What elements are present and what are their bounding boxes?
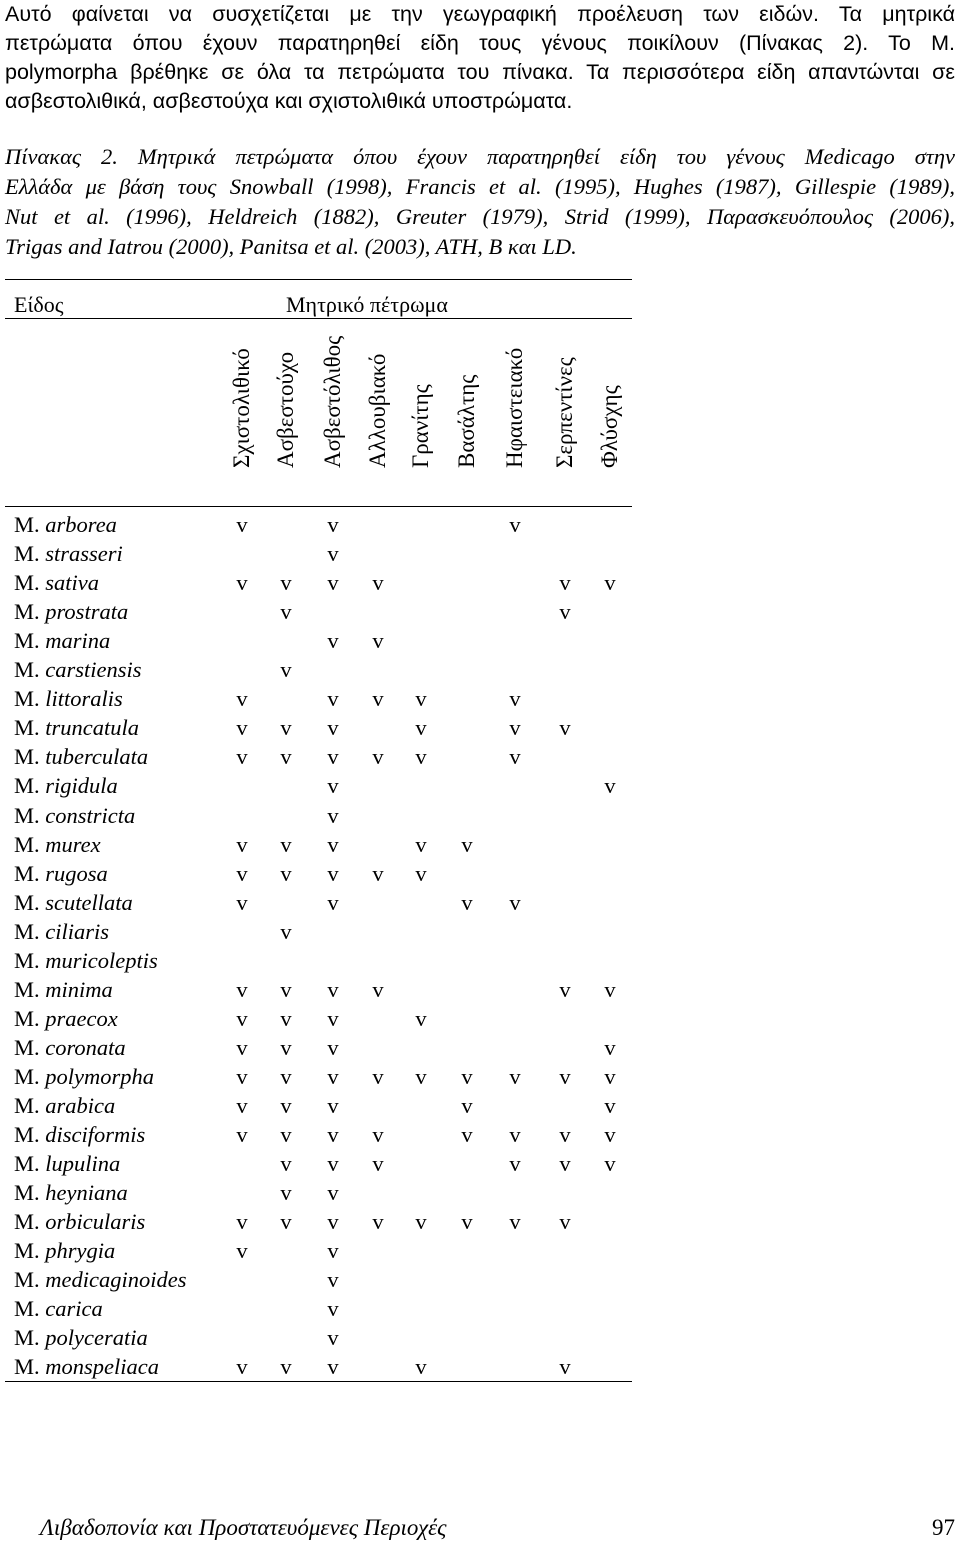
occurrence-mark: v (327, 1180, 339, 1206)
species-epithet: polyceratia (45, 1325, 148, 1351)
table-row (14, 715, 634, 744)
species-genus: M. (14, 1005, 40, 1031)
species-epithet: truncatula (45, 715, 140, 741)
species-column-header: Είδος (14, 292, 64, 317)
table-row (14, 599, 634, 628)
species-name (14, 1006, 118, 1032)
occurrence-mark: v (236, 1034, 248, 1060)
species-epithet: heyniana (45, 1180, 128, 1206)
rock-column-label: Ασβεστούχο (273, 351, 298, 468)
occurrence-mark: v (236, 1238, 248, 1264)
occurrence-mark: v (604, 976, 616, 1002)
occurrence-mark: v (327, 831, 339, 857)
species-genus: M. (14, 570, 40, 596)
occurrence-mark: v (372, 686, 384, 712)
occurrence-mark: v (236, 1122, 248, 1148)
species-name (14, 1064, 154, 1090)
species-epithet: carica (45, 1296, 103, 1322)
species-name (14, 890, 133, 916)
occurrence-mark: v (372, 744, 384, 770)
occurrence-mark: v (372, 1063, 384, 1089)
species-epithet: sativa (45, 570, 100, 596)
rock-column-label: Γρανίτης (408, 384, 433, 468)
species-epithet: arborea (45, 512, 117, 537)
occurrence-mark: v (327, 1354, 339, 1380)
species-epithet: rigidula (45, 773, 118, 799)
occurrence-mark: v (559, 976, 571, 1002)
occurrence-mark: v (461, 831, 473, 857)
species-genus: M. (14, 541, 40, 567)
species-genus: M. (14, 1238, 40, 1264)
occurrence-mark: v (327, 541, 339, 567)
occurrence-mark: v (509, 1122, 521, 1148)
occurrence-mark: v (236, 889, 248, 915)
species-epithet: monspeliaca (45, 1354, 159, 1380)
table-row (14, 1122, 634, 1151)
table-row (14, 919, 634, 948)
occurrence-mark: v (236, 1354, 248, 1380)
occurrence-mark: v (280, 918, 292, 944)
page-number: 97 (932, 1515, 955, 1540)
occurrence-mark: v (461, 1093, 473, 1118)
species-genus: M. (14, 1267, 40, 1293)
table-row (14, 628, 634, 657)
occurrence-mark: v (236, 831, 248, 857)
occurrence-mark: v (415, 831, 427, 857)
occurrence-mark: v (415, 715, 427, 741)
species-epithet: disciformis (45, 1122, 146, 1148)
occurrence-mark: v (604, 1151, 616, 1177)
occurrence-mark: v (509, 1151, 521, 1177)
occurrence-mark: v (236, 1093, 248, 1118)
table-top-rule (5, 279, 632, 280)
occurrence-mark: v (327, 1238, 339, 1264)
occurrence-mark: v (509, 889, 521, 915)
table-row (14, 948, 634, 977)
species-name (14, 1296, 103, 1322)
occurrence-mark: v (280, 1209, 292, 1235)
occurrence-mark: v (236, 1005, 248, 1031)
occurrence-mark: v (280, 831, 292, 857)
occurrence-mark: v (327, 1267, 339, 1293)
species-epithet: phrygia (45, 1238, 116, 1264)
occurrence-mark: v (280, 1180, 292, 1206)
occurrence-mark: v (415, 686, 427, 712)
occurrence-mark: v (327, 1296, 339, 1322)
species-name (14, 803, 135, 829)
table-row (14, 1093, 634, 1122)
species-genus: M. (14, 512, 40, 537)
species-name (14, 1151, 120, 1177)
species-epithet: murex (45, 831, 101, 857)
rock-column-label: Ασβεστόλιθος (320, 335, 345, 468)
species-name (14, 1325, 148, 1351)
rock-column-label: Αλλουβιακό (365, 353, 390, 468)
occurrence-mark: v (327, 976, 339, 1002)
occurrence-mark: v (280, 1122, 292, 1148)
occurrence-mark: v (327, 1151, 339, 1177)
occurrence-mark: v (236, 1063, 248, 1089)
occurrence-mark: v (604, 1093, 616, 1118)
species-genus: M. (14, 976, 40, 1002)
species-genus: M. (14, 802, 40, 828)
occurrence-mark: v (280, 715, 292, 741)
species-genus: M. (14, 1354, 40, 1380)
species-name (14, 570, 99, 596)
occurrence-mark: v (280, 860, 292, 886)
species-genus: M. (14, 889, 40, 915)
species-epithet: tuberculata (45, 744, 149, 770)
rock-column-header: Μητρικό πέτρωμα (286, 292, 448, 317)
table-row (14, 570, 634, 599)
species-genus: M. (14, 918, 40, 944)
species-epithet: praecox (45, 1005, 118, 1031)
species-genus: M. (14, 744, 40, 770)
occurrence-mark: v (327, 1034, 339, 1060)
table-row (14, 1151, 634, 1180)
species-name (14, 628, 110, 654)
occurrence-mark: v (415, 1354, 427, 1380)
species-genus: M. (14, 686, 40, 712)
table-row (14, 1325, 634, 1354)
table-row (14, 744, 634, 773)
occurrence-mark: v (327, 773, 339, 799)
table-row (14, 1064, 634, 1093)
occurrence-mark: v (509, 512, 521, 537)
species-genus: M. (14, 860, 40, 886)
occurrence-mark: v (327, 889, 339, 915)
species-genus: M. (14, 1180, 40, 1206)
species-genus: M. (14, 1209, 40, 1235)
occurrence-mark: v (236, 715, 248, 741)
caption-line: Ελλάδα με βάση τους Snowball (1998), Francis et al. (1995), Hughes (1987), Gillespie (1989), (5, 174, 955, 199)
species-name (14, 1122, 145, 1148)
species-name (14, 715, 139, 741)
occurrence-mark: v (280, 1063, 292, 1089)
table-caption (5, 142, 955, 262)
occurrence-mark: v (280, 1151, 292, 1177)
species-name (14, 1035, 126, 1061)
species-name (14, 686, 123, 712)
species-genus: M. (14, 1296, 40, 1322)
species-epithet: medicaginoides (45, 1267, 187, 1293)
occurrence-mark: v (461, 1122, 473, 1148)
species-name (14, 657, 142, 683)
species-genus: M. (14, 1034, 40, 1060)
species-genus: M. (14, 831, 40, 857)
occurrence-mark: v (604, 570, 616, 596)
caption-line: Nut et al. (1996), Heldreich (1882), Greuter (1979), Strid (1999), Παρασκευόπουλος (2006), (5, 204, 955, 229)
occurrence-mark: v (236, 744, 248, 770)
species-epithet: muricoleptis (45, 947, 158, 973)
species-name (14, 1209, 145, 1235)
occurrence-mark: v (559, 1354, 571, 1380)
species-genus: M. (14, 773, 40, 799)
species-genus: M. (14, 599, 40, 625)
occurrence-mark: v (236, 976, 248, 1002)
occurrence-mark: v (327, 860, 339, 886)
species-genus: M. (14, 1063, 40, 1089)
table-bottom-rule (5, 1381, 632, 1382)
species-epithet: ciliaris (45, 918, 110, 944)
occurrence-mark: v (509, 1209, 521, 1235)
occurrence-mark: v (236, 860, 248, 886)
species-name (14, 1354, 159, 1380)
species-name (14, 948, 158, 974)
occurrence-mark: v (461, 889, 473, 915)
occurrence-mark: v (327, 1093, 339, 1118)
table-row (14, 773, 634, 802)
occurrence-mark: v (372, 976, 384, 1002)
species-name (14, 773, 118, 799)
footer-title: Λιβαδοπονία και Προστατευόμενες Περιοχές (40, 1515, 447, 1540)
species-epithet: carstiensis (45, 657, 142, 683)
table-row (14, 1006, 634, 1035)
header-rule (5, 318, 632, 319)
species-epithet: polymorpha (45, 1063, 155, 1089)
species-name (14, 1238, 115, 1264)
occurrence-mark: v (559, 1209, 571, 1235)
table-row (14, 1296, 634, 1325)
occurrence-mark: v (509, 715, 521, 741)
occurrence-mark: v (461, 1063, 473, 1089)
species-epithet: rugosa (45, 860, 108, 886)
species-epithet: scutellata (45, 889, 133, 915)
occurrence-mark: v (604, 1034, 616, 1060)
intro-line: ασβεστολιθικά, ασβεστούχα και σχιστολιθικά υποστρώματα. (5, 89, 573, 113)
species-name (14, 832, 101, 858)
species-name (14, 541, 123, 567)
species-genus: M. (14, 1151, 40, 1177)
species-name (14, 1180, 128, 1206)
species-epithet: marina (45, 628, 111, 654)
intro-paragraph (5, 0, 955, 116)
intro-line: Αυτό φαίνεται να συσχετίζεται με την γεωγραφική προέλευση των ειδών. Τα μητρικά (5, 2, 955, 26)
species-epithet: orbicularis (45, 1209, 146, 1235)
species-name (14, 744, 148, 770)
occurrence-mark: v (327, 1005, 339, 1031)
occurrence-mark: v (327, 715, 339, 741)
occurrence-mark: v (280, 1093, 292, 1118)
species-genus: M. (14, 715, 40, 741)
occurrence-mark: v (372, 1151, 384, 1177)
occurrence-mark: v (604, 1122, 616, 1148)
occurrence-mark: v (280, 599, 292, 625)
occurrence-mark: v (280, 1034, 292, 1060)
rock-column-label: Βασάλτης (454, 374, 479, 468)
rock-column-label: Σχιστολιθικό (229, 348, 254, 468)
species-name (14, 977, 113, 1003)
occurrence-mark: v (559, 715, 571, 741)
rock-column-label: Ηφαιστειακό (502, 347, 527, 468)
species-name (14, 919, 109, 945)
caption-line: Trigas and Iatrou (2000), Panitsa et al. (2003), ATH, B και LD. (5, 234, 577, 259)
occurrence-mark: v (372, 1209, 384, 1235)
intro-line: πετρώματα όπου έχουν παρατηρηθεί είδη τους γένους ποικίλουν (Πίνακας 2). Το M. (5, 31, 955, 55)
table-row (14, 1354, 634, 1383)
species-epithet: prostrata (45, 599, 129, 625)
rock-column-label: Σερπεντίνες (552, 357, 577, 468)
table-row (14, 1238, 634, 1267)
occurrence-mark: v (327, 570, 339, 596)
occurrence-mark: v (559, 1151, 571, 1177)
occurrence-mark: v (280, 744, 292, 770)
occurrence-mark: v (327, 1063, 339, 1089)
table-row (14, 977, 634, 1006)
table-row (14, 1035, 634, 1064)
occurrence-mark: v (559, 1063, 571, 1089)
occurrence-mark: v (604, 1063, 616, 1089)
occurrence-mark: v (236, 570, 248, 596)
species-genus: M. (14, 1122, 40, 1148)
occurrence-mark: v (415, 860, 427, 886)
occurrence-mark: v (415, 1063, 427, 1089)
table-row (14, 1209, 634, 1238)
species-epithet: constricta (45, 802, 136, 828)
species-name (14, 599, 128, 625)
table-row (14, 686, 634, 715)
species-epithet: littoralis (45, 686, 123, 712)
occurrence-mark: v (509, 744, 521, 770)
species-genus: M. (14, 1093, 40, 1118)
occurrence-mark: v (327, 802, 339, 828)
occurrence-mark: v (559, 599, 571, 625)
occurrence-mark: v (327, 744, 339, 770)
occurrence-mark: v (280, 1354, 292, 1380)
species-epithet: arabica (45, 1093, 116, 1118)
species-name (14, 512, 117, 538)
table-row (14, 890, 634, 919)
table-row (14, 803, 634, 832)
occurrence-mark: v (327, 628, 339, 654)
occurrence-mark: v (236, 686, 248, 712)
occurrence-mark: v (327, 1325, 339, 1351)
species-epithet: strasseri (45, 541, 123, 567)
intro-line: polymorpha βρέθηκε σε όλα τα πετρώματα του πίνακα. Τα περισσότερα είδη απαντώνται σε (5, 60, 955, 84)
species-epithet: lupulina (45, 1151, 121, 1177)
occurrence-mark: v (327, 686, 339, 712)
occurrence-mark: v (415, 744, 427, 770)
table-row (14, 861, 634, 890)
occurrence-mark: v (327, 1209, 339, 1235)
occurrence-mark: v (280, 976, 292, 1002)
species-name (14, 1093, 115, 1119)
occurrence-mark: v (280, 570, 292, 596)
occurrence-mark: v (461, 1209, 473, 1235)
table-row (14, 657, 634, 686)
species-genus: M. (14, 947, 40, 973)
occurrence-mark: v (327, 512, 339, 537)
occurrence-mark: v (415, 1005, 427, 1031)
occurrence-mark: v (372, 570, 384, 596)
occurrence-mark: v (372, 628, 384, 654)
occurrence-mark: v (372, 1122, 384, 1148)
table-row (14, 541, 634, 570)
occurrence-mark: v (415, 1209, 427, 1235)
header-bottom-rule (5, 506, 632, 507)
occurrence-mark: v (327, 1122, 339, 1148)
species-epithet: minima (45, 976, 113, 1002)
species-name (14, 861, 108, 887)
occurrence-mark: v (236, 512, 248, 537)
occurrence-mark: v (604, 773, 616, 799)
occurrence-mark: v (280, 657, 292, 683)
occurrence-mark: v (280, 1005, 292, 1031)
species-genus: M. (14, 628, 40, 654)
species-genus: M. (14, 1325, 40, 1351)
species-name (14, 1267, 186, 1293)
occurrence-mark: v (559, 570, 571, 596)
occurrence-mark: v (509, 1063, 521, 1089)
rock-column-label: Φλύσχης (597, 385, 622, 468)
caption-line: Πίνακας 2. Μητρικά πετρώματα όπου έχουν παρατηρηθεί είδη του γένους Medicago στην (5, 144, 955, 169)
species-genus: M. (14, 657, 40, 683)
occurrence-mark: v (509, 686, 521, 712)
occurrence-mark: v (559, 1122, 571, 1148)
table-row (14, 1180, 634, 1209)
occurrence-mark: v (372, 860, 384, 886)
occurrence-mark: v (236, 1209, 248, 1235)
species-epithet: coronata (45, 1034, 126, 1060)
table-row (14, 832, 634, 861)
table-row (14, 512, 634, 541)
table-row (14, 1267, 634, 1296)
